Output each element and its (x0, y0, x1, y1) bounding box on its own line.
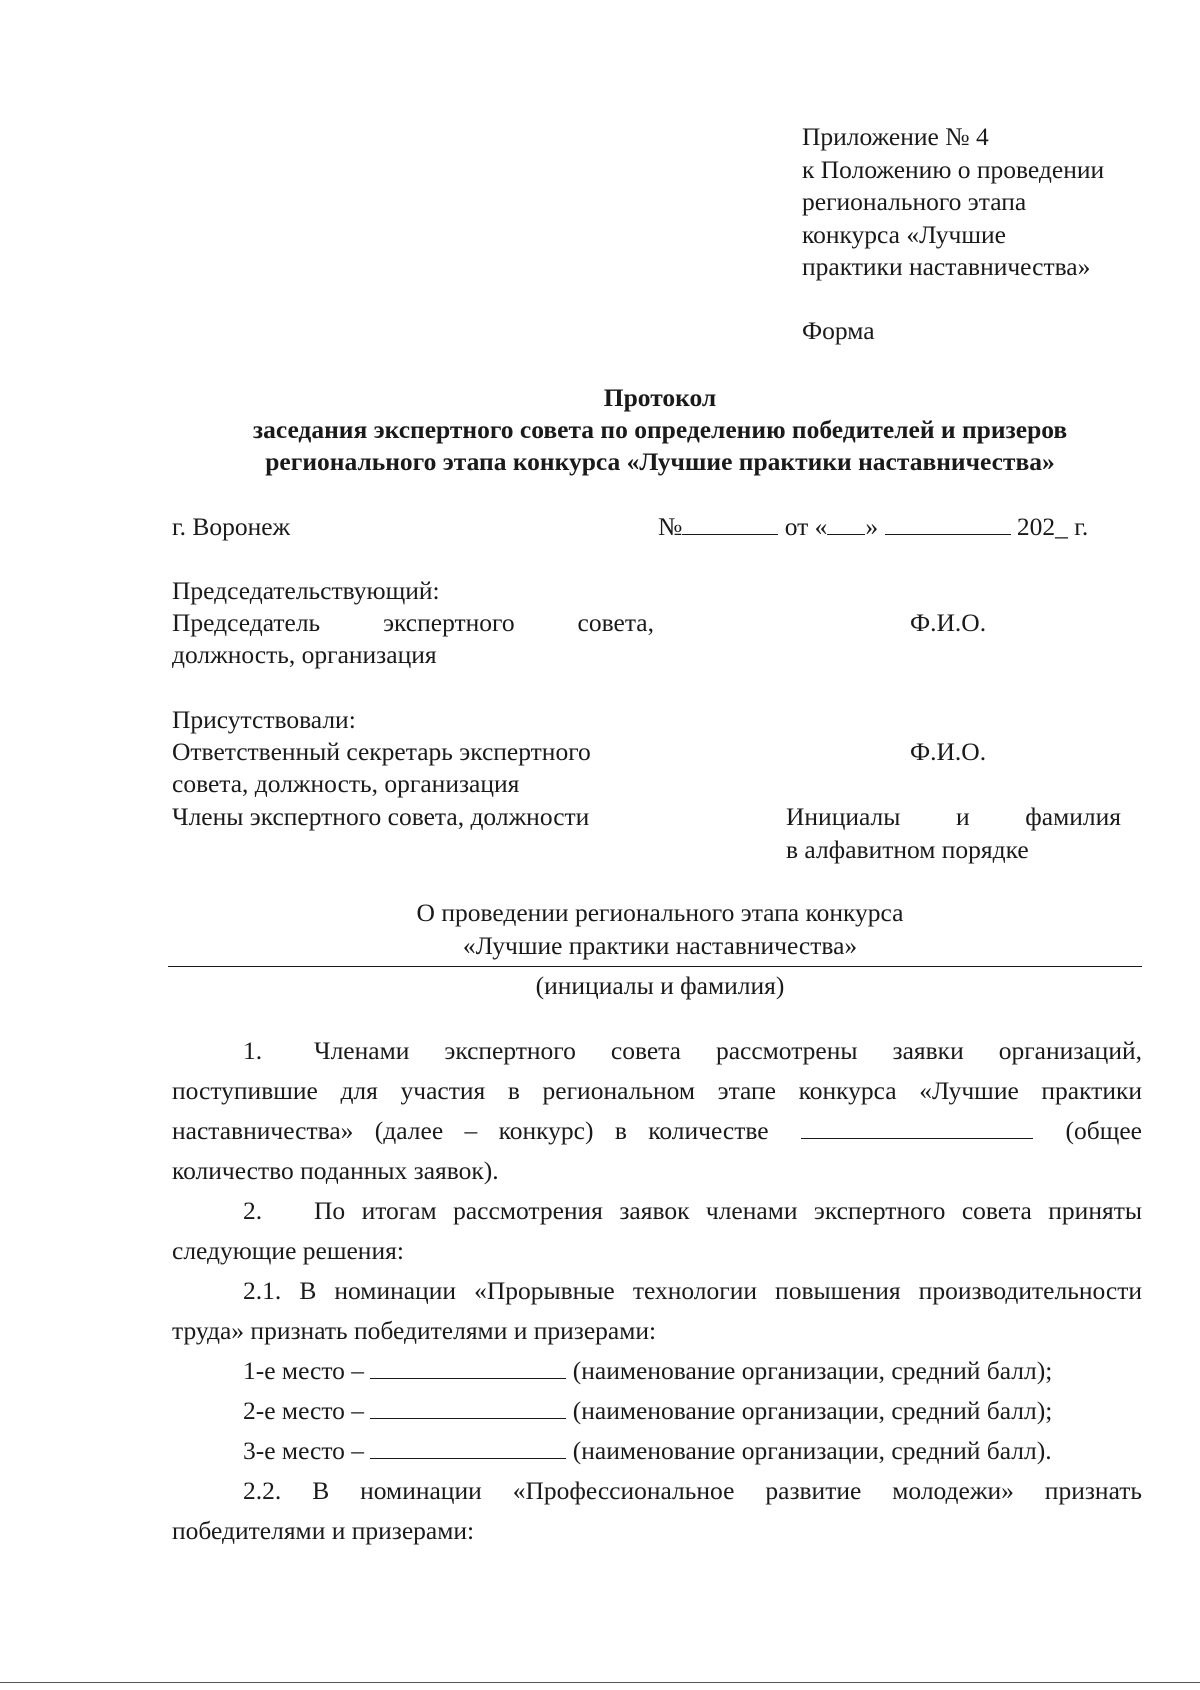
chair-name: Ф.И.О. (910, 608, 987, 637)
title-protocol: Протокол (603, 383, 717, 412)
secretary-line-2: совета, должность, организация (172, 769, 520, 798)
place-3-desc: (наименование организации, средний балл). (572, 1436, 1052, 1465)
title-line-2: заседания экспертного совета по определению победителей и призеров (252, 415, 1068, 444)
date-from-label: от « (784, 512, 828, 541)
p1-line-3-end: (общее (1065, 1116, 1142, 1145)
secretary-line-1: Ответственный секретарь экспертного (172, 737, 591, 766)
chair-role-word-2: экспертного (383, 608, 515, 637)
title-line-3: регионального этапа конкурса «Лучшие практики наставничества» (265, 447, 1055, 476)
year-label: 202_ г. (1016, 512, 1089, 541)
place-1-label: 1-е место – (243, 1356, 365, 1385)
chair-role-word-1: Председатель (172, 608, 321, 637)
appendix-line-2: к Положению о проведении (802, 154, 1105, 184)
section-line-1: О проведении регионального этапа конкурса (416, 898, 904, 927)
section-underline (168, 966, 1142, 967)
applications-count-blank (801, 1116, 1033, 1139)
month-blank (885, 512, 1011, 535)
chair-role-line-2: должность, организация (172, 640, 437, 669)
protocol-number-date (658, 512, 1088, 542)
p22-line-1: 2.2. В номинации «Профессиональное развитие молодежи» признать (243, 1476, 1142, 1505)
appendix-line-3: регионального этапа (802, 187, 1027, 216)
day-blank (827, 512, 865, 535)
section-caption: (инициалы и фамилия) (535, 971, 785, 1000)
p1-line-3 (172, 1116, 1142, 1146)
place-1-line (243, 1356, 1052, 1386)
place-3-label: 3-е место – (243, 1436, 365, 1465)
members-label: Члены экспертного совета, должности (172, 802, 590, 831)
p1-line-3-text: наставничества» (далее – конкурс) в количестве (172, 1116, 769, 1145)
number-blank (682, 512, 778, 535)
p2-number: 2. (243, 1196, 263, 1225)
city-label: г. Воронеж (172, 512, 291, 541)
appendix-line-1: Приложение № 4 (802, 122, 989, 151)
chair-role-word-3: совета, (577, 608, 654, 637)
p22-line-2: победителями и призерами: (172, 1516, 475, 1545)
place-2-desc: (наименование организации, средний балл); (572, 1396, 1053, 1425)
secretary-name: Ф.И.О. (910, 737, 987, 766)
present-heading: Присутствовали: (172, 705, 356, 734)
members-names-word-2: и (956, 802, 970, 831)
place-3-line (243, 1436, 1052, 1466)
members-names-word-3: фамилия (1025, 802, 1121, 831)
appendix-block (802, 121, 1104, 284)
p1-number: 1. (243, 1036, 263, 1065)
p2-line-1: По итогам рассмотрения заявок членами экспертного совета приняты (314, 1196, 1142, 1225)
place-1-blank (370, 1356, 566, 1379)
chair-heading: Председательствующий: (172, 576, 440, 605)
section-line-2: «Лучшие практики наставничества» (462, 931, 858, 960)
p1-line-1: Членами экспертного совета рассмотрены заявки организаций, (314, 1036, 1142, 1065)
appendix-line-4: конкурса «Лучшие (802, 219, 1006, 249)
p21-line-1: 2.1. В номинации «Прорывные технологии повышения производительности (243, 1276, 1142, 1305)
members-names-word-1: Инициалы (786, 802, 901, 831)
members-names-line-2: в алфавитном порядке (786, 835, 1029, 864)
scan-edge-line (0, 1682, 1200, 1683)
form-label: Форма (802, 316, 875, 345)
p2-line-2: следующие решения: (172, 1236, 404, 1265)
place-2-label: 2-е место – (243, 1396, 365, 1425)
chair-role-line-1 (172, 608, 654, 638)
number-sign: № (658, 512, 683, 541)
place-2-line (243, 1396, 1052, 1426)
members-names-line-1 (786, 802, 1121, 832)
place-1-desc: (наименование организации, средний балл); (572, 1356, 1053, 1385)
place-2-blank (370, 1396, 566, 1419)
date-quote-close: » (865, 512, 879, 541)
p1-line-4: количество поданных заявок). (172, 1156, 499, 1185)
p21-line-2: труда» признать победителями и призерами: (172, 1316, 657, 1345)
place-3-blank (370, 1436, 566, 1459)
appendix-line-5: практики наставничества» (802, 252, 1091, 281)
p1-line-2: поступившие для участия в региональном этапе конкурса «Лучшие практики (172, 1076, 1142, 1105)
